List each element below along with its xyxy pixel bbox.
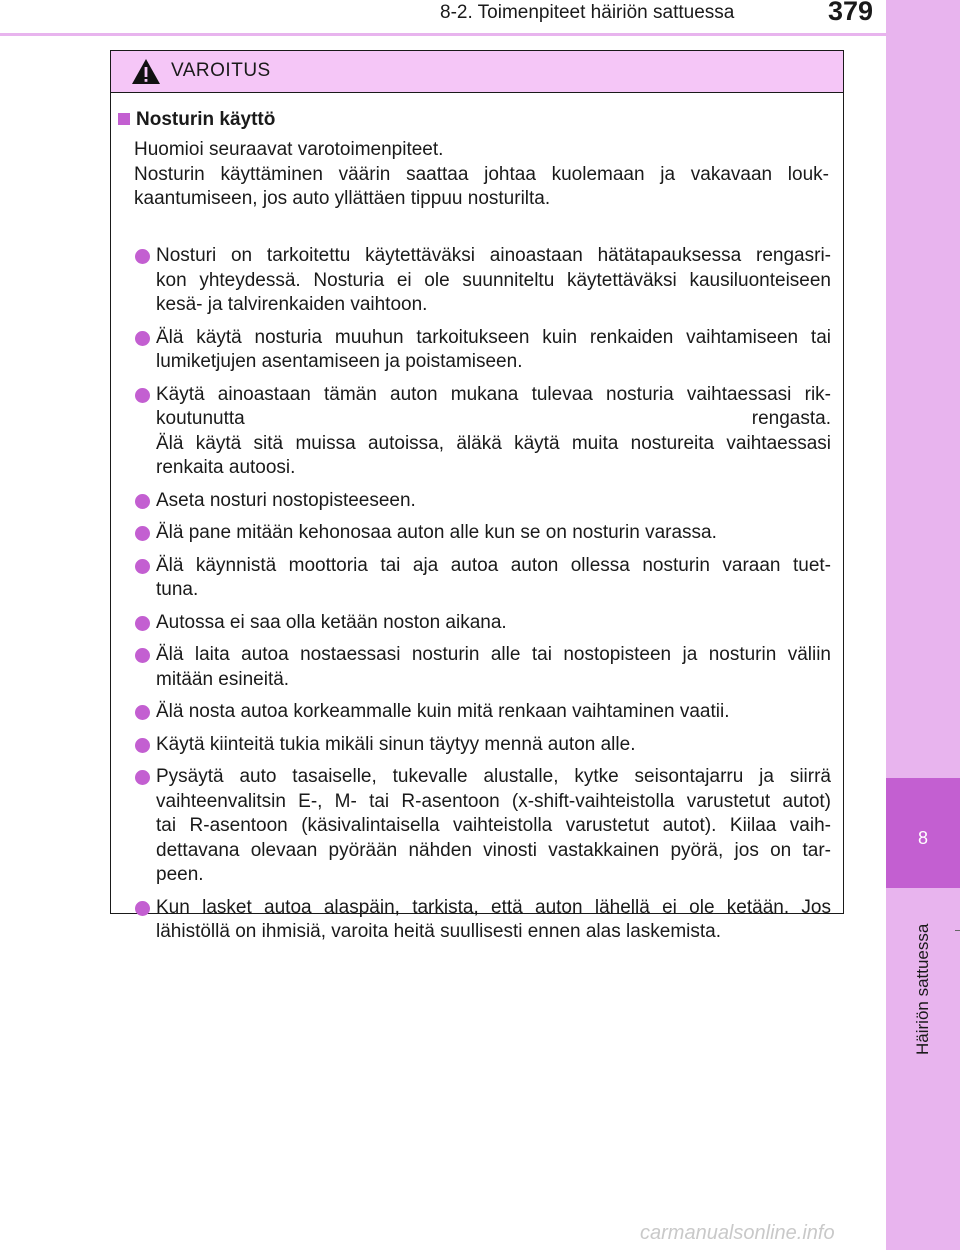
list-item-line: mitään esineitä. xyxy=(156,668,290,690)
list-item xyxy=(111,489,845,514)
header-divider xyxy=(0,33,886,36)
round-bullet-icon xyxy=(135,559,150,574)
list-item xyxy=(111,326,845,375)
list-item-line: Älä laita autoa nostaessasi nosturin alle tai nostopisteen ja nosturin väliin xyxy=(156,644,831,665)
round-bullet-icon xyxy=(135,388,150,403)
chapter-title xyxy=(905,895,945,1060)
round-bullet-icon xyxy=(135,494,150,509)
warning-header xyxy=(111,51,843,93)
list-item-line: Älä pane mitään kehonosaa auton alle kun se on nosturin varassa. xyxy=(156,522,717,543)
list-item xyxy=(111,383,845,481)
list-item-line: vaihteenvalitsin E-, M- tai R-asentoon (x-shift-vaihteistolla varustetut autot) xyxy=(156,790,831,812)
list-item xyxy=(111,643,845,692)
chapter-tab xyxy=(886,778,960,888)
square-bullet-icon xyxy=(118,113,130,125)
list-item-line: tuna. xyxy=(156,579,199,600)
intro-text xyxy=(134,138,829,212)
intro-line: kaantumiseen, jos auto yllättäen tippuu nosturilta. xyxy=(134,188,551,209)
side-tab-strip xyxy=(886,0,960,1250)
list-item-line: Älä käytä sitä muissa autoissa, äläkä käytä muita nostureita vaihtaessasi xyxy=(156,432,831,454)
watermark: carmanualsonline.info xyxy=(640,1222,835,1244)
warning-title: VAROITUS xyxy=(171,60,271,81)
list-item xyxy=(111,554,845,603)
round-bullet-icon xyxy=(135,648,150,663)
list-item-line: Älä käynnistä moottoria tai aja autoa auton ollessa nosturin varaan tuet- xyxy=(156,554,831,576)
list-item-line: renkaita autoosi. xyxy=(156,457,296,478)
list-item-line: Käytä ainoastaan tämän auton mukana tulevaa nosturia vaihtaessasi rik- xyxy=(156,383,831,405)
round-bullet-icon xyxy=(135,738,150,753)
list-item-line: lähistöllä on ihmisiä, varoita heitä suullisesti ennen alas laskemista. xyxy=(156,921,722,942)
list-item xyxy=(111,733,845,758)
list-item xyxy=(111,611,845,636)
chapter-title-text: Häiriön sattuessa xyxy=(913,923,932,1055)
round-bullet-icon xyxy=(135,705,150,720)
round-bullet-icon xyxy=(135,331,150,346)
list-item-line: koutunutta rengasta. xyxy=(156,408,831,429)
round-bullet-icon xyxy=(135,901,150,916)
list-item-line: Aseta nosturi nostopisteeseen. xyxy=(156,489,416,511)
list-item-line: Älä nosta autoa korkeammalle kuin mitä renkaan vaihtaminen vaatii. xyxy=(156,701,730,722)
round-bullet-icon xyxy=(135,616,150,631)
section-title: 8-2. Toimenpiteet häiriön sattuessa xyxy=(440,2,735,23)
warning-triangle-icon xyxy=(131,58,161,85)
page-number: 379 xyxy=(828,0,874,26)
list-item-line: Älä käytä nosturia muuhun tarkoitukseen kuin renkaiden vaihtamiseen tai xyxy=(156,326,831,348)
round-bullet-icon xyxy=(135,526,150,541)
list-item-line: Autossa ei saa olla ketään noston aikana. xyxy=(156,611,507,633)
list-item xyxy=(111,765,845,888)
chapter-number: 8 xyxy=(917,828,928,848)
list-item-line: lumiketjujen asentamiseen ja poistamiseen. xyxy=(156,351,523,372)
bullet-list xyxy=(111,244,845,953)
list-item-line: Käytä kiinteitä tukia mikäli sinun täytyy mennä auton alle. xyxy=(156,733,636,755)
list-item-line: dettavana olevaan pyörään nähden vinosti vastakkainen pyörä, jos on tar- xyxy=(156,839,831,861)
list-item-line: Kun lasket autoa alaspäin, tarkista, että auton lähellä ei ole ketään. Jos xyxy=(156,896,831,918)
section-heading-text: Nosturin käyttö xyxy=(136,109,276,130)
list-item xyxy=(111,700,845,725)
list-item xyxy=(111,244,845,318)
section-heading xyxy=(118,109,275,131)
list-item-line: Pysäytä auto tasaiselle, tukevalle alustalle, kytke seisontajarru ja siirrä xyxy=(156,766,831,787)
intro-line: Nosturin käyttäminen väärin saattaa johtaa kuolemaan ja vakavaan louk- xyxy=(134,163,829,185)
list-item-line: kesä- ja talvirenkaiden vaihtoon. xyxy=(156,294,428,315)
round-bullet-icon xyxy=(135,249,150,264)
list-item-line: kon yhteydessä. Nosturia ei ole suunniteltu käytettäväksi kausiluonteiseen xyxy=(156,269,831,291)
warning-body xyxy=(111,92,843,942)
list-item-line: Nosturi on tarkoitettu käytettäväksi ainoastaan hätätapauksessa rengasri- xyxy=(156,245,831,266)
list-item-line: tai R-asentoon (käsivalintaisella vaihteistolla varustetut autot). Kiilaa vaih- xyxy=(156,815,831,836)
round-bullet-icon xyxy=(135,770,150,785)
margin-tick xyxy=(955,930,960,931)
list-item-line: peen. xyxy=(156,864,204,885)
warning-box xyxy=(110,50,844,942)
intro-line: Huomioi seuraavat varotoimenpiteet. xyxy=(134,139,444,160)
list-item xyxy=(111,896,845,945)
list-item xyxy=(111,521,845,546)
